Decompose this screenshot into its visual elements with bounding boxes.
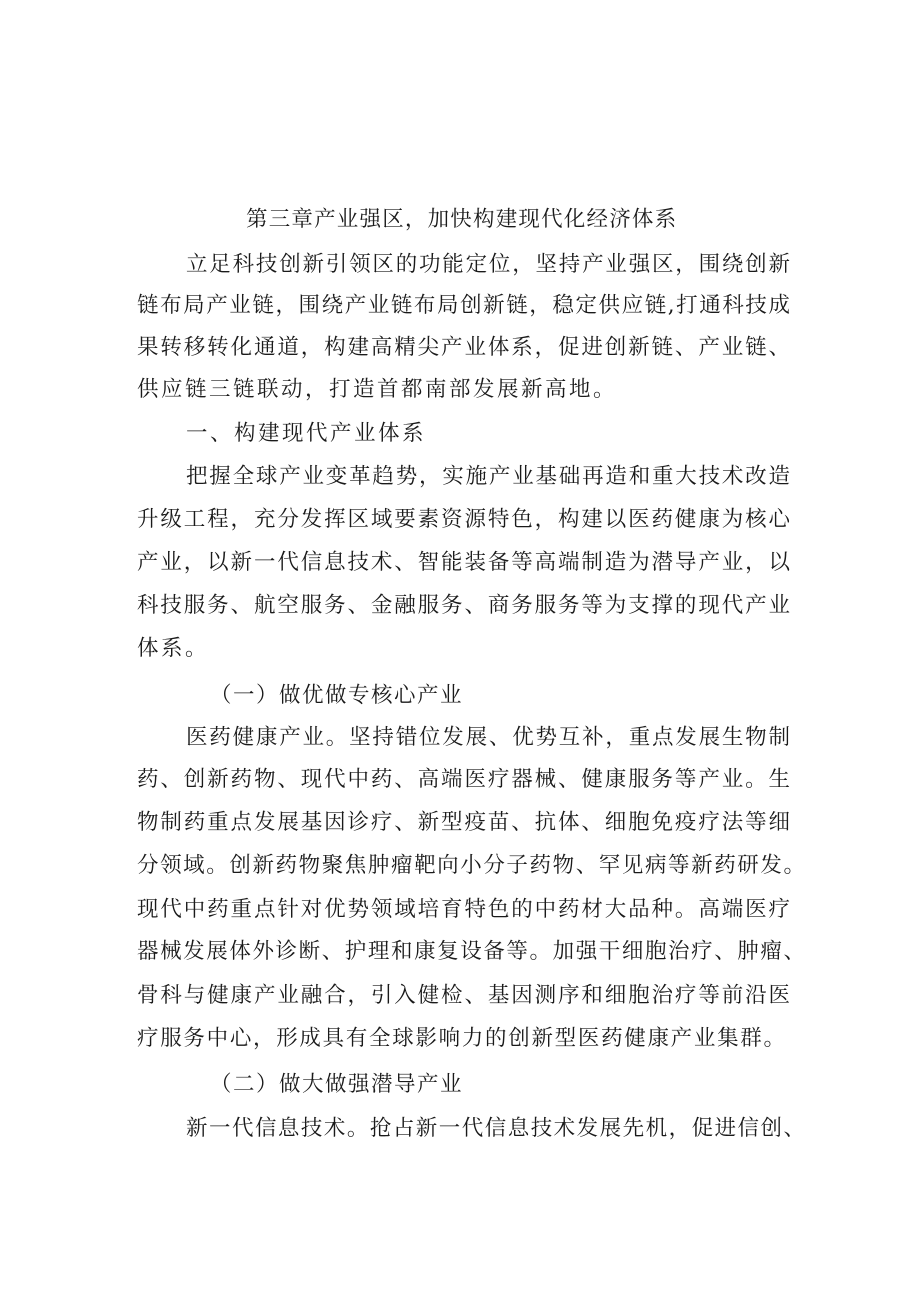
subsection-1-line-5: 现代中药重点针对优势领域培育特色的中药材大品种。高端医疗 [137, 897, 790, 922]
subsection-1-line-4: 分领域。创新药物聚焦肿瘤靶向小分子药物、罕见病等新药研发。 [137, 853, 805, 878]
intro-line-1: 立足科技创新引领区的功能定位，坚持产业强区，围绕创新 [186, 252, 790, 277]
subsection-1-line-7: 骨科与健康产业融合，引入健检、基因测序和细胞治疗等前沿医 [137, 983, 790, 1008]
intro-line-4: 供应链三链联动，打造首都南部发展新高地。 [137, 377, 618, 402]
section-1-line-5: 体系。 [137, 636, 210, 661]
subsection-1-line-2: 药、创新药物、现代中药、高端医疗器械、健康服务等产业。生 [137, 767, 790, 792]
section-1-line-1: 把握全球产业变革趋势，实施产业基础再造和重大技术改造 [186, 464, 790, 489]
subsection-1-line-8: 疗服务中心，形成具有全球影响力的创新型医药健康产业集群。 [137, 1026, 785, 1051]
chapter-title: 第三章产业强区，加快构建现代化经济体系 [246, 207, 678, 232]
subsection-1-heading: （一）做优做专核心产业 [210, 683, 464, 708]
section-1-heading: 一、构建现代产业体系 [186, 421, 427, 446]
subsection-1-line-6: 器械发展体外诊断、护理和康复设备等。加强干细胞治疗、肿瘤、 [137, 939, 805, 964]
subsection-2-heading: （二）做大做强潜导产业 [210, 1072, 464, 1097]
intro-line-2: 链布局产业链，围绕产业链布局创新链，稳定供应链,打通科技成 [137, 293, 790, 318]
subsection-2-line-1: 新一代信息技术。抢占新一代信息技术发展先机，促进信创、 [186, 1116, 805, 1141]
intro-line-3: 果转移转化通道，构建高精尖产业体系，促进创新链、产业链、 [137, 335, 790, 360]
subsection-1-line-1: 医药健康产业。坚持错位发展、优势互补，重点发展生物制 [186, 725, 790, 750]
section-1-line-4: 科技服务、航空服务、金融服务、商务服务等为支撑的现代产业 [137, 593, 790, 618]
subsection-1-line-3: 物制药重点发展基因诊疗、新型疫苗、抗体、细胞免疫疗法等细 [137, 810, 790, 835]
section-1-line-3: 产业，以新一代信息技术、智能装备等高端制造为潜导产业，以 [137, 550, 790, 575]
section-1-line-2: 升级工程，充分发挥区域要素资源特色，构建以医药健康为核心 [137, 507, 790, 532]
